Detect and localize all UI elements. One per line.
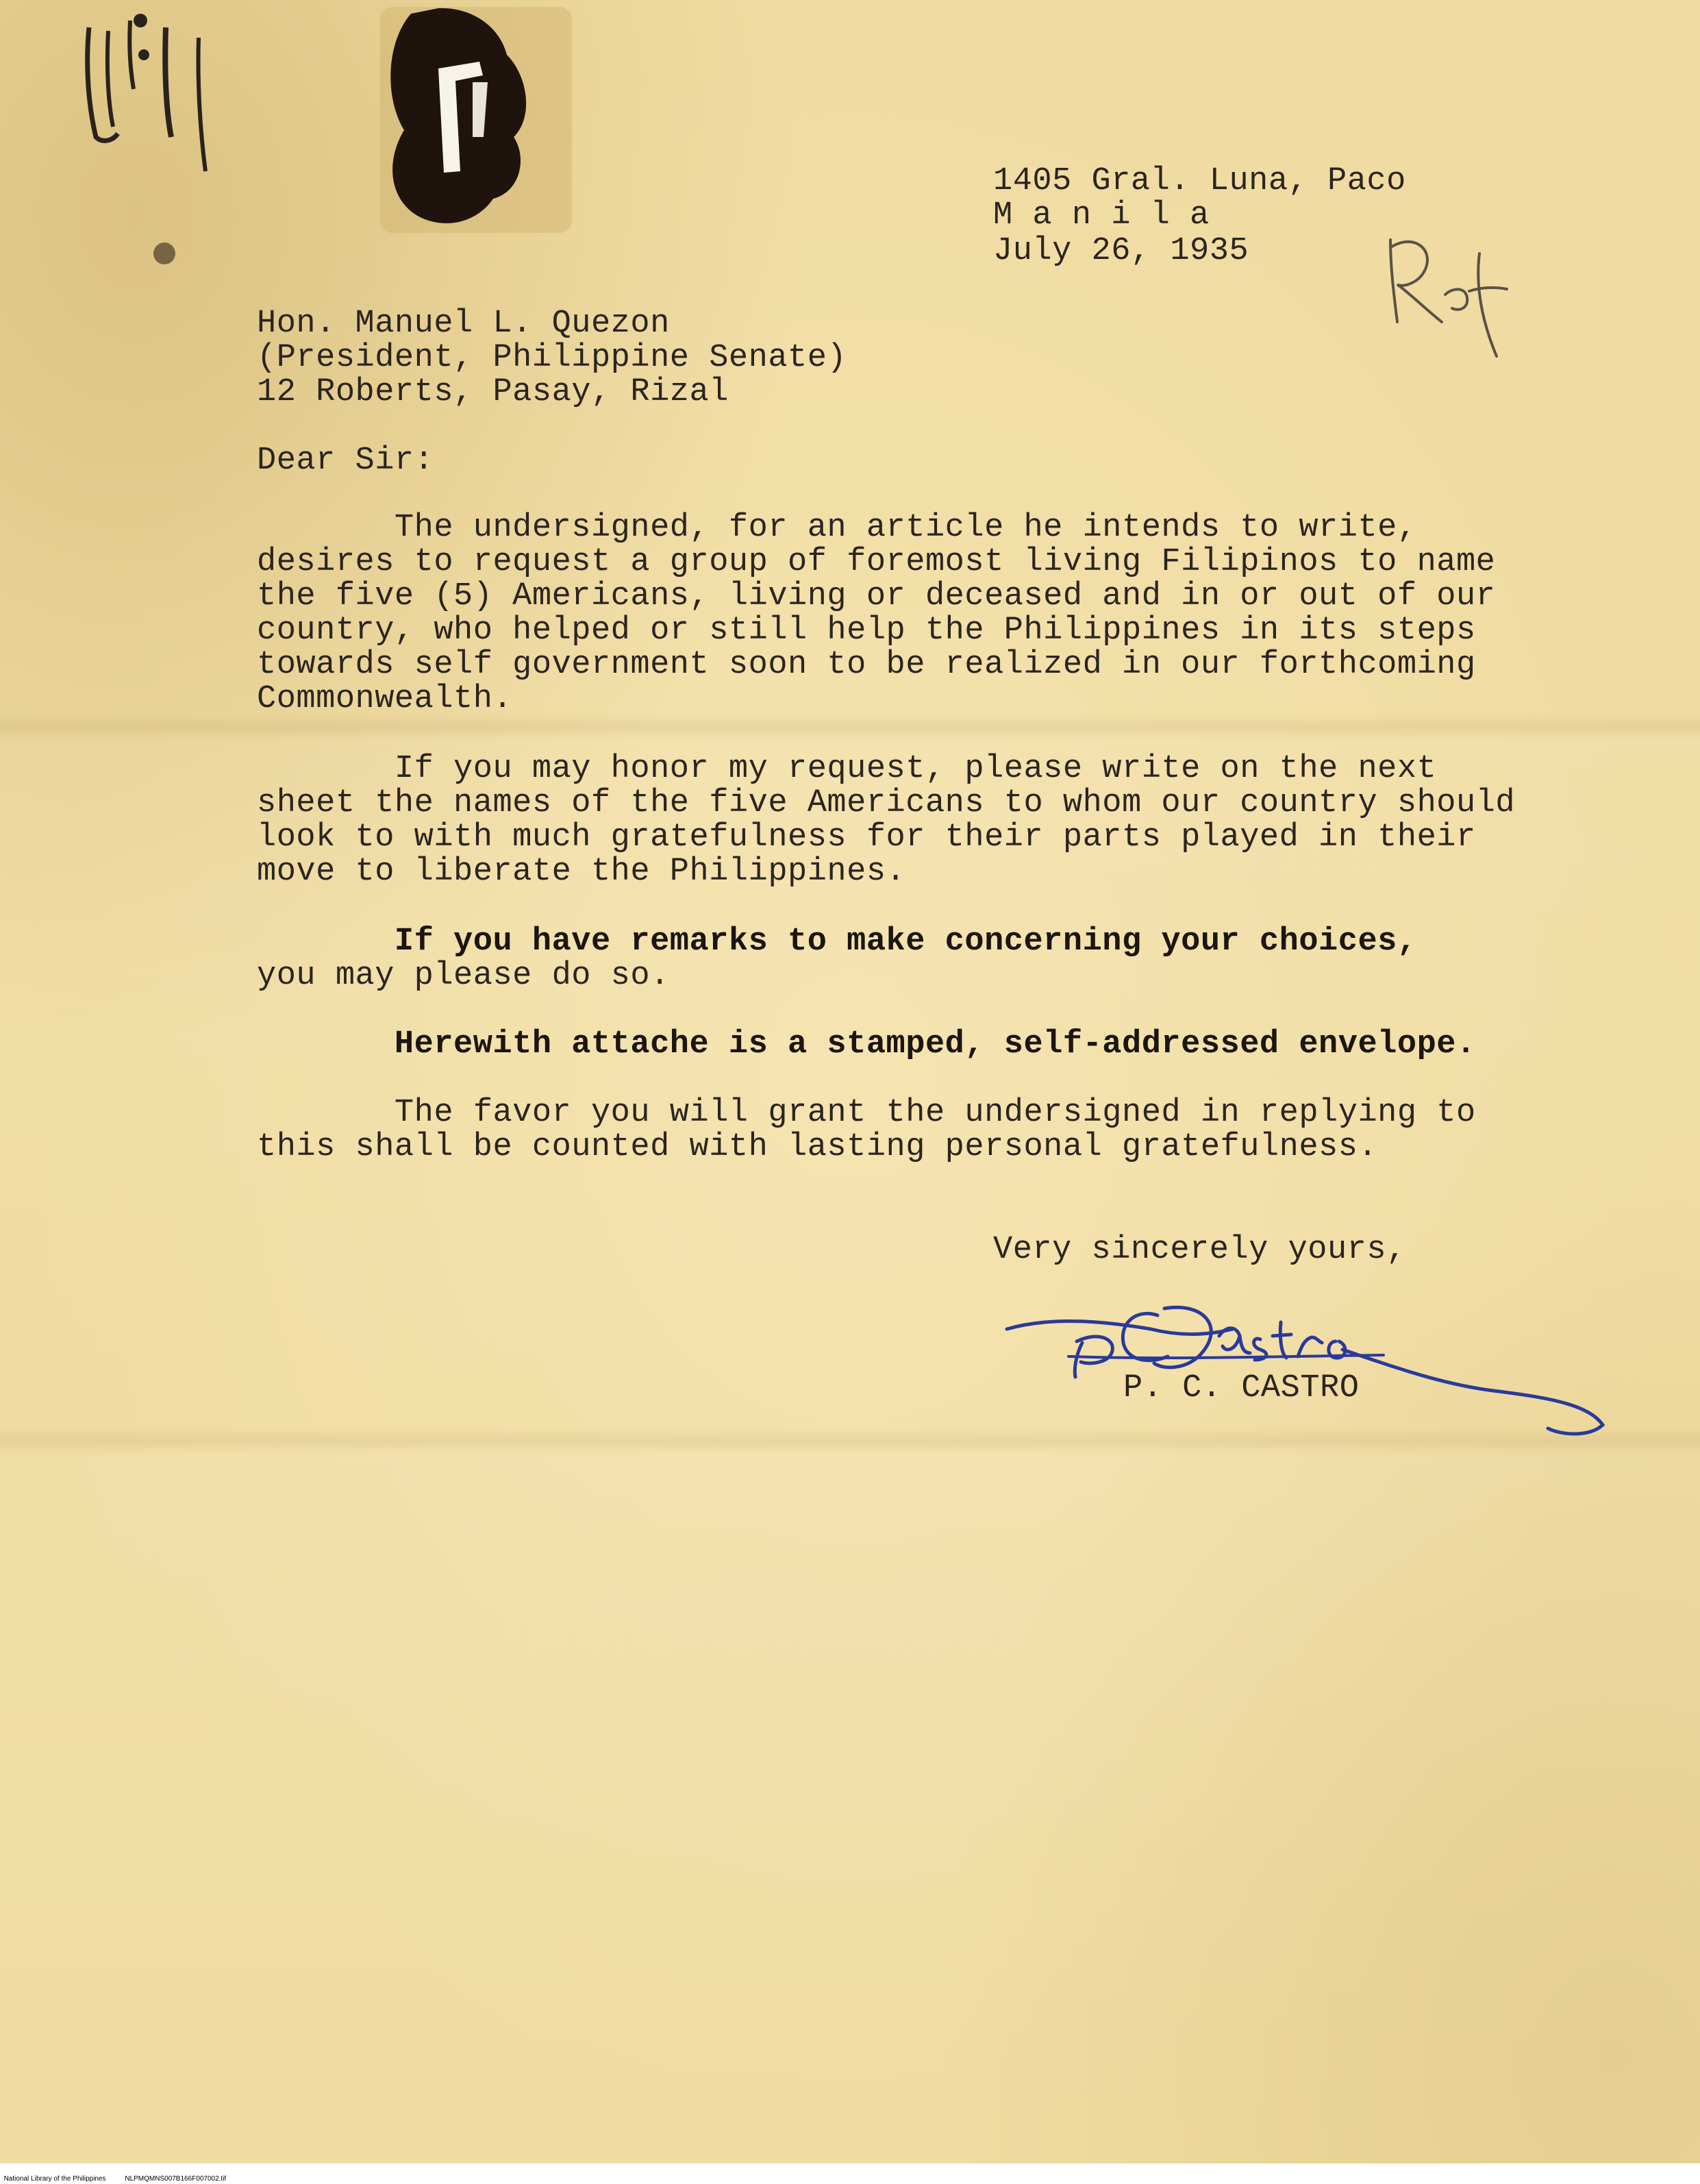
recipient-title: (President, Philippine Senate) — [257, 340, 847, 376]
signature-name: P. C. CASTRO — [1123, 1370, 1360, 1406]
sender-city: M a n i l a — [993, 197, 1210, 234]
body-line: move to liberate the Philippines. — [257, 854, 906, 890]
letter-date: July 26, 1935 — [993, 233, 1249, 269]
sender-street: 1405 Gral. Luna, Paco — [993, 163, 1406, 199]
body-line: The favor you will grant the undersigned in replying to — [257, 1095, 1476, 1131]
body-line: The undersigned, for an article he intends to write, — [257, 510, 1417, 546]
body-line: this shall be counted with lasting personal gratefulness. — [257, 1129, 1378, 1165]
body-line: If you may honor my request, please write on the next — [257, 751, 1437, 787]
recipient-name: Hon. Manuel L. Quezon — [257, 306, 670, 342]
closing: Very sincerely yours, — [993, 1232, 1406, 1268]
ref-annotation — [1377, 226, 1527, 370]
body-line: country, who helped or still help the Philippines in its steps — [257, 612, 1476, 649]
body-line: sheet the names of the five Americans to whom our country should — [257, 785, 1516, 821]
body-line: towards self government soon to be realized in our forthcoming — [257, 647, 1476, 683]
salutation: Dear Sir: — [257, 443, 434, 479]
body-line: desires to request a group of foremost living Filipinos to name — [257, 544, 1496, 580]
body-line: Commonwealth. — [257, 681, 513, 717]
footer-institution: National Library of the Philippines — [3, 2175, 106, 2183]
archive-footer — [0, 2163, 1700, 2183]
body-line: look to with much gratefulness for their parts played in their — [257, 819, 1476, 856]
body-line: Herewith attache is a stamped, self-addressed envelope. — [257, 1026, 1476, 1063]
recipient-address: 12 Roberts, Pasay, Rizal — [257, 374, 729, 410]
body-line: If you have remarks to make concerning your choices, — [257, 923, 1417, 960]
signature-handwritten — [1000, 1288, 1616, 1439]
footer-file-id: NLPMQMNS007B166F007002.tif — [125, 2175, 227, 2183]
body-line: the five (5) Americans, living or deceased and in or out of our — [257, 578, 1496, 615]
body-line: you may please do so. — [257, 958, 670, 994]
binder-stains — [0, 0, 616, 288]
